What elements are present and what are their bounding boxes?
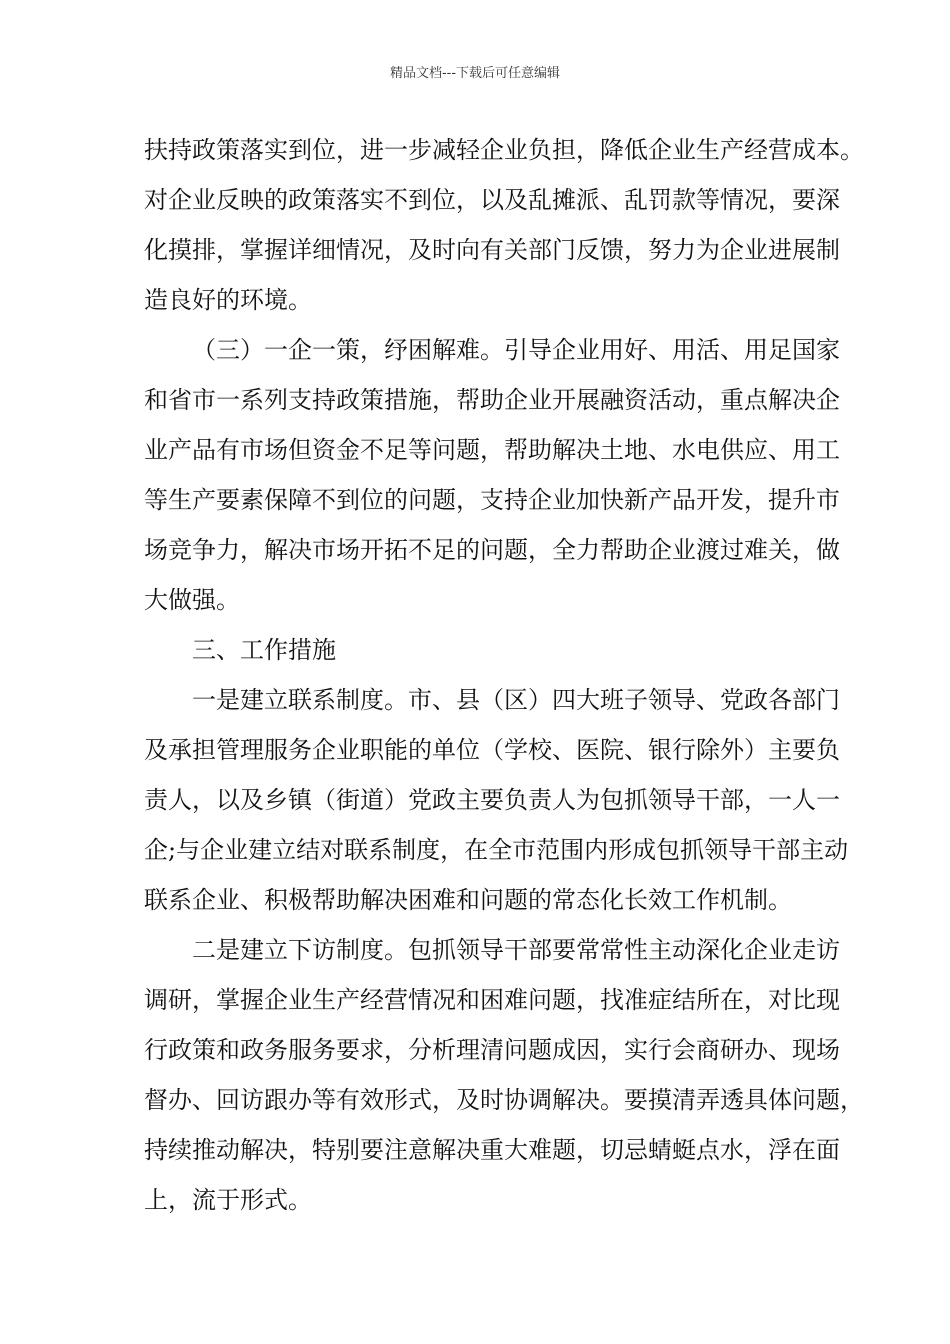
section-heading-line: （三）一企一策，纾困解难。引导企业用好、用活、用足国家 — [192, 336, 840, 364]
text-line: 扶持政策落实到位，进一步减轻企业负担，降低企业生产经营成本。 — [144, 136, 864, 164]
text-line: 和省市一系列支持政策措施，帮助企业开展融资活动，重点解决企 — [144, 386, 840, 414]
text-line: 上，流于形式。 — [144, 1186, 312, 1214]
text-line: 督办、回访跟办等有效形式，及时协调解决。要摸清弄透具体问题， — [144, 1086, 864, 1114]
text-line: 联系企业、积极帮助解决困难和问题的常态化长效工作机制。 — [144, 886, 792, 914]
document-body — [144, 125, 864, 1225]
text-line: 等生产要素保障不到位的问题，支持企业加快新产品开发，提升市 — [144, 486, 840, 514]
text-line: 对企业反映的政策落实不到位，以及乱摊派、乱罚款等情况，要深 — [144, 186, 840, 214]
text-line: 化摸排，掌握详细情况，及时向有关部门反馈，努力为企业进展制 — [144, 236, 840, 264]
text-line: 及承担管理服务企业职能的单位（学校、医院、银行除外）主要负 — [144, 736, 840, 764]
text-line: 调研，掌握企业生产经营情况和困难问题，找准症结所在，对比现 — [144, 986, 840, 1014]
section-heading: 三、工作措施 — [192, 636, 336, 664]
text-line: 造良好的环境。 — [144, 286, 312, 314]
page-header: 精品文档---下载后可任意编辑 — [389, 66, 561, 81]
paragraph-first-line: 一是建立联系制度。市、县（区）四大班子领导、党政各部门 — [192, 686, 840, 714]
text-line: 大做强。 — [144, 586, 240, 614]
text-line: 企;与企业建立结对联系制度，在全市范围内形成包抓领导干部主动 — [144, 836, 849, 864]
text-line: 持续推动解决，特别要注意解决重大难题，切忌蜻蜓点水，浮在面 — [144, 1136, 840, 1164]
text-line: 场竞争力，解决市场开拓不足的问题，全力帮助企业渡过难关，做 — [144, 536, 840, 564]
paragraph-first-line: 二是建立下访制度。包抓领导干部要常常性主动深化企业走访 — [192, 936, 840, 964]
text-line: 行政策和政务服务要求，分析理清问题成因，实行会商研办、现场 — [144, 1036, 840, 1064]
text-line: 责人，以及乡镇（街道）党政主要负责人为包抓领导干部，一人一 — [144, 786, 840, 814]
text-line: 业产品有市场但资金不足等问题，帮助解决土地、水电供应、用工 — [144, 436, 840, 464]
